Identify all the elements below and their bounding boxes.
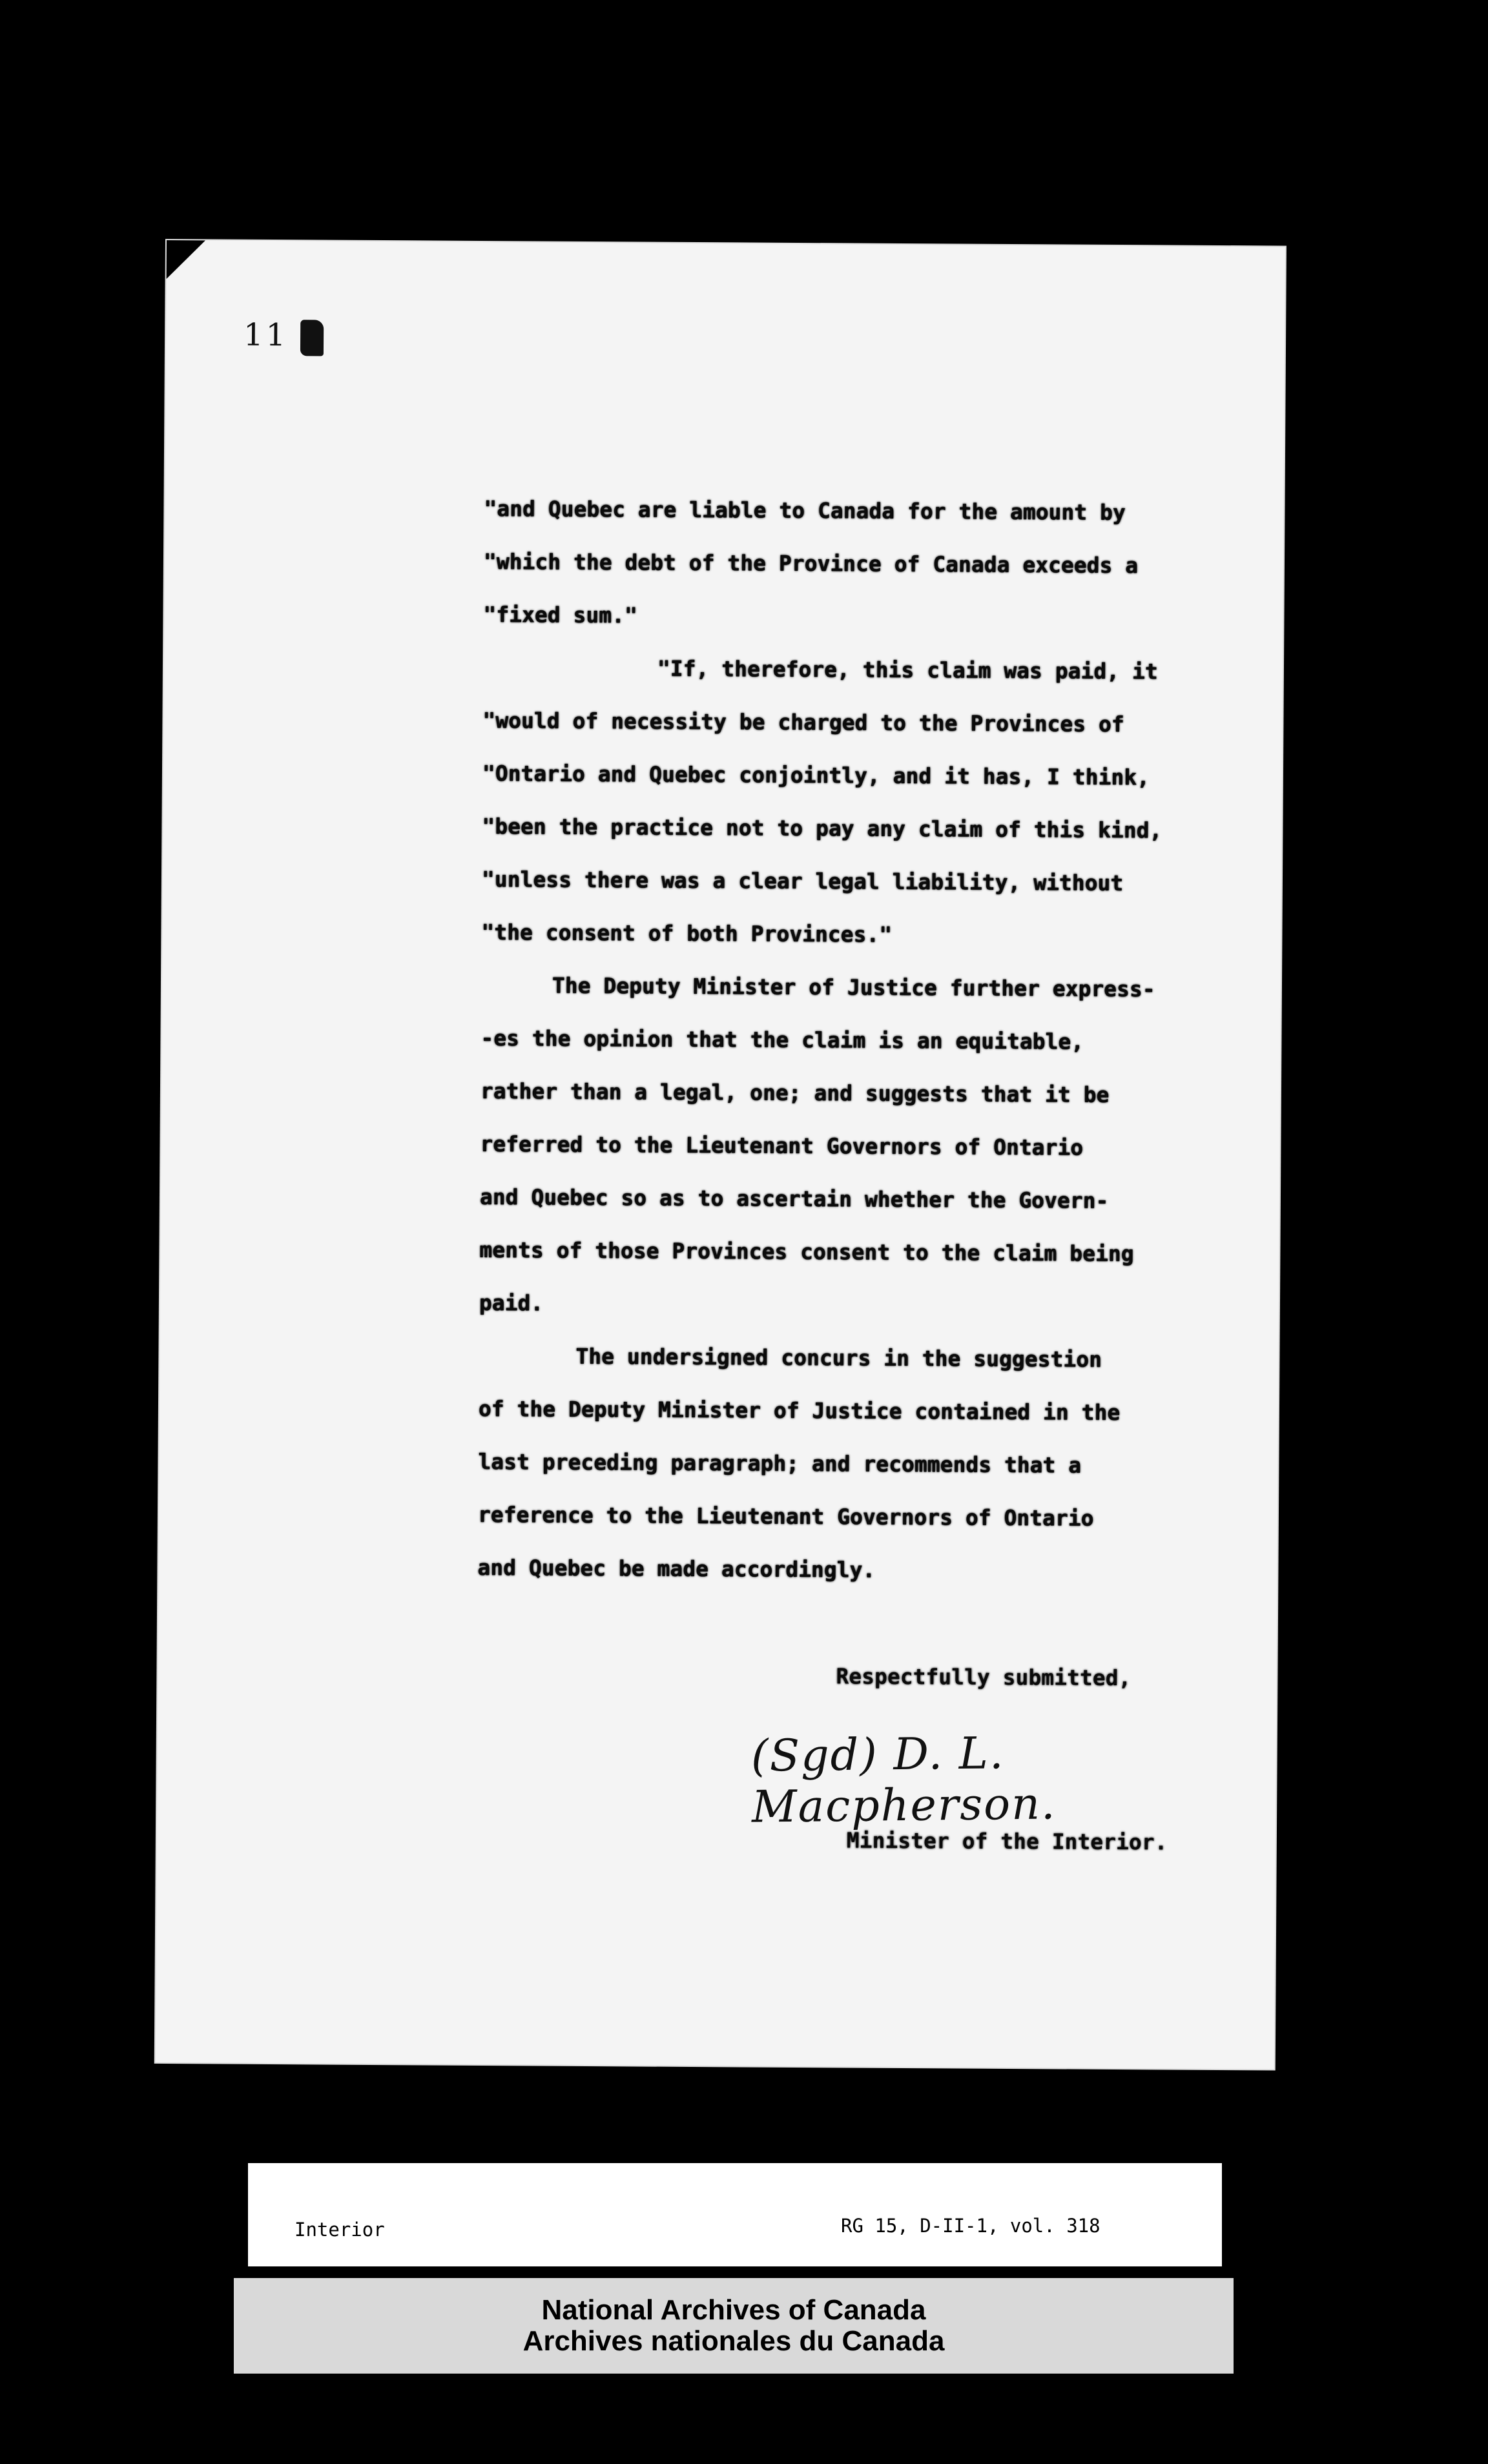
body-line: and Quebec so as to ascertain whether the Govern- <box>479 1184 1109 1213</box>
signer-title: Minister of the Interior. <box>846 1827 1168 1855</box>
archives-name-en: National Archives of Canada <box>541 2294 926 2326</box>
body-line: "unless there was a clear legal liability, without <box>481 866 1124 896</box>
archives-name-fr: Archives nationales du Canada <box>522 2325 945 2357</box>
archives-banner <box>234 2278 1234 2374</box>
body-line: "which the debt of the Province of Canada exceeds a <box>483 549 1139 579</box>
page-corner-mark <box>243 317 324 356</box>
body-line: "fixed sum." <box>483 602 638 628</box>
body-line: "would of necessity be charged to the Provinces of <box>482 708 1124 737</box>
body-line: rather than a legal, one; and suggests that it be <box>480 1078 1110 1107</box>
record-group: RG 15, D-II-1, vol. 318 <box>841 2215 1100 2237</box>
body-line: "Ontario and Quebec conjointly, and it has, I think, <box>482 761 1150 790</box>
body-line: paid. <box>479 1289 544 1316</box>
body-line: The Deputy Minister of Justice further express- <box>552 972 1155 1002</box>
body-line: "and Quebec are liable to Canada for the amount by <box>484 496 1126 526</box>
body-line: last preceding paragraph; and recommends that a <box>478 1448 1082 1478</box>
document-page <box>156 240 1285 2069</box>
corner-mark-text: 11 <box>243 316 289 354</box>
body-line: "If, therefore, this claim was paid, it <box>657 655 1158 684</box>
closing-salutation: Respectfully submitted, <box>836 1663 1132 1691</box>
body-line: "been the practice not to pay any claim of this kind, <box>482 814 1162 843</box>
body-line: ments of those Provinces consent to the claim being <box>479 1237 1134 1267</box>
handwritten-signature: (Sgd) D. L. Macpherson. <box>750 1728 1057 1833</box>
body-line: and Quebec be made accordingly. <box>477 1554 876 1583</box>
memo-body <box>477 482 1259 1599</box>
page-corner-fold <box>167 240 205 279</box>
body-line: The undersigned concurs in the suggestion <box>575 1343 1102 1372</box>
body-line: of the Deputy Minister of Justice contained in the <box>478 1395 1121 1426</box>
ink-blot-icon <box>300 320 324 356</box>
archive-reference-label <box>248 2163 1222 2266</box>
body-line: reference to the Lieutenant Governors of Ontario <box>477 1501 1094 1531</box>
department-en: Interior <box>294 2219 385 2241</box>
body-line: "the consent of both Provinces." <box>481 919 893 947</box>
body-line: -es the opinion that the claim is an equitable, <box>480 1025 1084 1054</box>
body-line: referred to the Lieutenant Governors of Ontario <box>480 1131 1084 1160</box>
